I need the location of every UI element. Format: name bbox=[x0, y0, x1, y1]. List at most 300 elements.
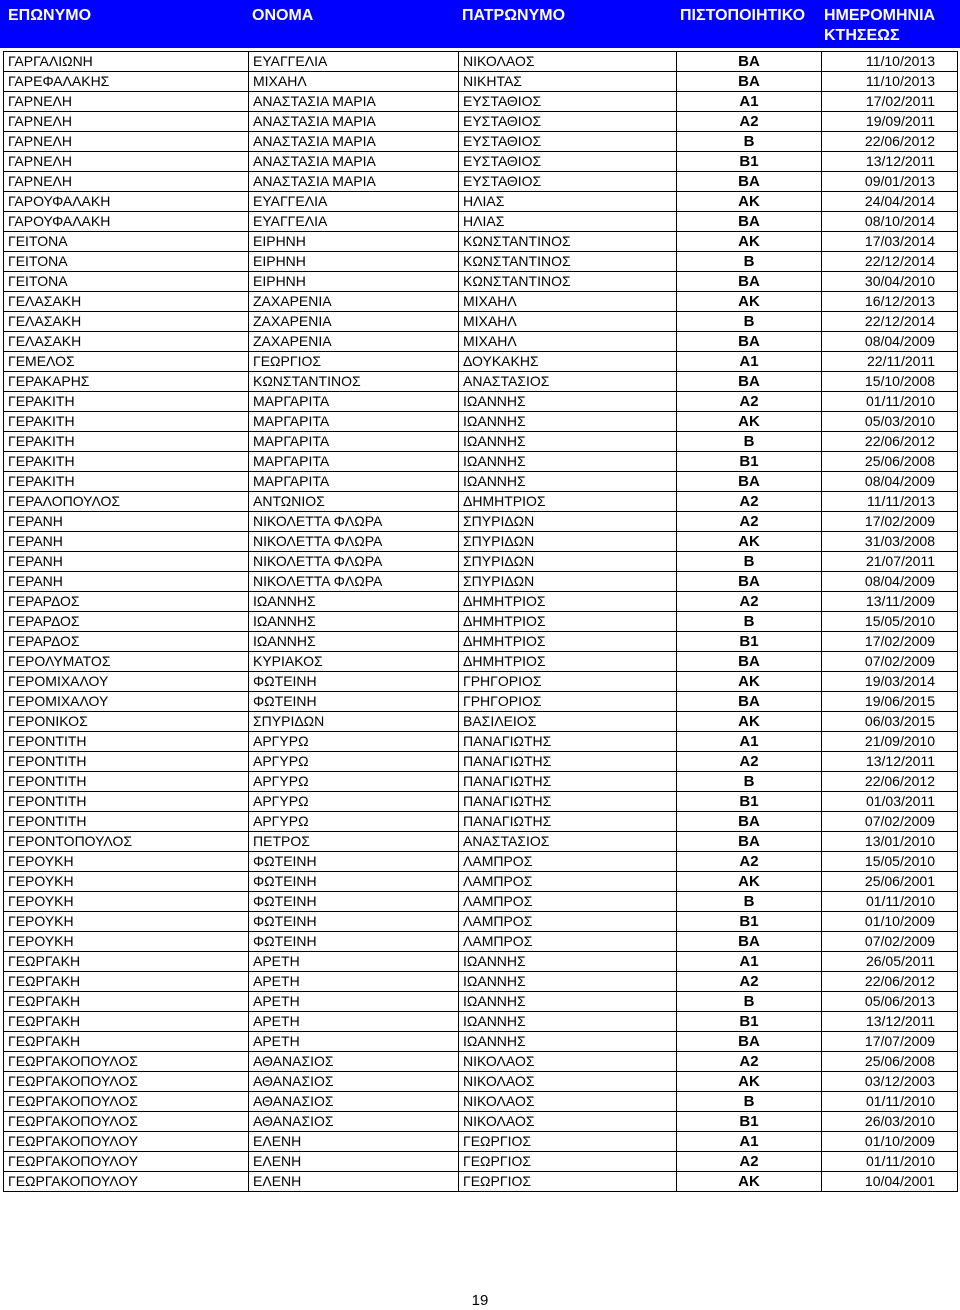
cell-acquisition-date: 25/06/2008 bbox=[822, 452, 958, 472]
cell-father-name: ΒΑΣΙΛΕΙΟΣ bbox=[459, 712, 677, 732]
cell-surname: ΓΕΡΟΝΤΙΤΗ bbox=[4, 792, 249, 812]
cell-father-name: ΜΙΧΑΗΛ bbox=[459, 292, 677, 312]
cell-acquisition-date: 08/04/2009 bbox=[822, 572, 958, 592]
cell-father-name: ΣΠΥΡΙΔΩΝ bbox=[459, 512, 677, 532]
cell-father-name: ΙΩΑΝΝΗΣ bbox=[459, 972, 677, 992]
table-row bbox=[4, 332, 958, 352]
cell-acquisition-date: 06/03/2015 bbox=[822, 712, 958, 732]
cell-acquisition-date: 07/02/2009 bbox=[822, 932, 958, 952]
cell-father-name: ΠΑΝΑΓΙΩΤΗΣ bbox=[459, 732, 677, 752]
cell-acquisition-date: 15/05/2010 bbox=[822, 612, 958, 632]
table-row bbox=[4, 232, 958, 252]
cell-surname: ΓΕΡΟΝΤΟΠΟΥΛΟΣ bbox=[4, 832, 249, 852]
table-row bbox=[4, 212, 958, 232]
table-row bbox=[4, 832, 958, 852]
cell-name: ΑΝΑΣΤΑΣΙΑ ΜΑΡΙΑ bbox=[249, 92, 459, 112]
cell-name: ΦΩΤΕΙΝΗ bbox=[249, 672, 459, 692]
cell-certificate: ΒΑ bbox=[677, 652, 822, 672]
cell-surname: ΓΕΙΤΟΝΑ bbox=[4, 272, 249, 292]
certificates-table bbox=[3, 51, 958, 1192]
table-row bbox=[4, 172, 958, 192]
cell-certificate: Α2 bbox=[677, 492, 822, 512]
cell-acquisition-date: 07/02/2009 bbox=[822, 812, 958, 832]
cell-surname: ΓΕΡΑΚΙΤΗ bbox=[4, 452, 249, 472]
cell-certificate: ΒΑ bbox=[677, 52, 822, 72]
cell-name: ΖΑΧΑΡΕΝΙΑ bbox=[249, 332, 459, 352]
cell-name: ΝΙΚΟΛΕΤΤΑ ΦΛΩΡΑ bbox=[249, 512, 459, 532]
table-row bbox=[4, 192, 958, 212]
cell-acquisition-date: 13/12/2011 bbox=[822, 1012, 958, 1032]
cell-acquisition-date: 22/12/2014 bbox=[822, 252, 958, 272]
cell-certificate: ΒΑ bbox=[677, 212, 822, 232]
cell-name: ΙΩΑΝΝΗΣ bbox=[249, 612, 459, 632]
cell-certificate: ΑΚ bbox=[677, 1172, 822, 1192]
table-row bbox=[4, 272, 958, 292]
header-acquisition-date: ΗΜΕΡΟΜΗΝΙΑ ΚΤΗΣΕΩΣ bbox=[824, 7, 936, 44]
cell-surname: ΓΕΩΡΓΑΚΟΠΟΥΛΟΣ bbox=[4, 1092, 249, 1112]
cell-surname: ΓΕΛΑΣΑΚΗ bbox=[4, 312, 249, 332]
table-row bbox=[4, 812, 958, 832]
cell-name: ΚΥΡΙΑΚΟΣ bbox=[249, 652, 459, 672]
cell-acquisition-date: 01/03/2011 bbox=[822, 792, 958, 812]
cell-certificate: ΑΚ bbox=[677, 672, 822, 692]
cell-name: ΑΘΑΝΑΣΙΟΣ bbox=[249, 1072, 459, 1092]
cell-name: ΕΛΕΝΗ bbox=[249, 1132, 459, 1152]
cell-father-name: ΛΑΜΠΡΟΣ bbox=[459, 912, 677, 932]
cell-acquisition-date: 22/06/2012 bbox=[822, 432, 958, 452]
cell-name: ΑΘΑΝΑΣΙΟΣ bbox=[249, 1092, 459, 1112]
cell-certificate: Β1 bbox=[677, 792, 822, 812]
cell-acquisition-date: 17/03/2014 bbox=[822, 232, 958, 252]
cell-surname: ΓΕΡΟΝΤΙΤΗ bbox=[4, 812, 249, 832]
cell-father-name: ΣΠΥΡΙΔΩΝ bbox=[459, 552, 677, 572]
cell-acquisition-date: 16/12/2013 bbox=[822, 292, 958, 312]
cell-surname: ΓΕΡΟΝΤΙΤΗ bbox=[4, 752, 249, 772]
table-row bbox=[4, 472, 958, 492]
cell-surname: ΓΕΩΡΓΑΚΟΠΟΥΛΟΣ bbox=[4, 1052, 249, 1072]
cell-certificate: Β1 bbox=[677, 912, 822, 932]
cell-surname: ΓΕΡΑΝΗ bbox=[4, 512, 249, 532]
cell-acquisition-date: 24/04/2014 bbox=[822, 192, 958, 212]
cell-certificate: ΑΚ bbox=[677, 1072, 822, 1092]
cell-surname: ΓΕΡΑΡΔΟΣ bbox=[4, 612, 249, 632]
table-row bbox=[4, 772, 958, 792]
cell-surname: ΓΕΡΑΚΙΤΗ bbox=[4, 432, 249, 452]
table-row bbox=[4, 352, 958, 372]
cell-surname: ΓΑΡΕΦΑΛΑΚΗΣ bbox=[4, 72, 249, 92]
cell-surname: ΓΕΩΡΓΑΚΗ bbox=[4, 972, 249, 992]
table-row bbox=[4, 1092, 958, 1112]
cell-name: ΖΑΧΑΡΕΝΙΑ bbox=[249, 292, 459, 312]
table-row bbox=[4, 372, 958, 392]
cell-surname: ΓΕΡΟΥΚΗ bbox=[4, 852, 249, 872]
cell-certificate: Α2 bbox=[677, 852, 822, 872]
table-row bbox=[4, 412, 958, 432]
cell-name: ΕΛΕΝΗ bbox=[249, 1172, 459, 1192]
table-row bbox=[4, 292, 958, 312]
cell-acquisition-date: 31/03/2008 bbox=[822, 532, 958, 552]
cell-name: ΜΑΡΓΑΡΙΤΑ bbox=[249, 412, 459, 432]
cell-name: ΜΑΡΓΑΡΙΤΑ bbox=[249, 392, 459, 412]
cell-name: ΦΩΤΕΙΝΗ bbox=[249, 852, 459, 872]
cell-father-name: ΕΥΣΤΑΘΙΟΣ bbox=[459, 92, 677, 112]
cell-acquisition-date: 21/07/2011 bbox=[822, 552, 958, 572]
cell-surname: ΓΕΡΟΝΤΙΤΗ bbox=[4, 772, 249, 792]
cell-father-name: ΣΠΥΡΙΔΩΝ bbox=[459, 572, 677, 592]
table-row bbox=[4, 672, 958, 692]
cell-acquisition-date: 17/02/2011 bbox=[822, 92, 958, 112]
cell-father-name: ΔΗΜΗΤΡΙΟΣ bbox=[459, 632, 677, 652]
cell-acquisition-date: 22/11/2011 bbox=[822, 352, 958, 372]
cell-father-name: ΑΝΑΣΤΑΣΙΟΣ bbox=[459, 832, 677, 852]
cell-surname: ΓΕΡΑΚΙΤΗ bbox=[4, 412, 249, 432]
cell-father-name: ΑΝΑΣΤΑΣΙΟΣ bbox=[459, 372, 677, 392]
cell-acquisition-date: 22/06/2012 bbox=[822, 972, 958, 992]
cell-name: ΑΝΑΣΤΑΣΙΑ ΜΑΡΙΑ bbox=[249, 112, 459, 132]
cell-name: ΑΡΕΤΗ bbox=[249, 952, 459, 972]
table-row bbox=[4, 752, 958, 772]
cell-name: ΙΩΑΝΝΗΣ bbox=[249, 592, 459, 612]
cell-acquisition-date: 11/10/2013 bbox=[822, 52, 958, 72]
cell-name: ΑΘΑΝΑΣΙΟΣ bbox=[249, 1052, 459, 1072]
cell-name: ΠΕΤΡΟΣ bbox=[249, 832, 459, 852]
cell-father-name: ΗΛΙΑΣ bbox=[459, 212, 677, 232]
table-row bbox=[4, 132, 958, 152]
cell-father-name: ΓΕΩΡΓΙΟΣ bbox=[459, 1172, 677, 1192]
cell-father-name: ΠΑΝΑΓΙΩΤΗΣ bbox=[459, 752, 677, 772]
cell-father-name: ΗΛΙΑΣ bbox=[459, 192, 677, 212]
cell-father-name: ΜΙΧΑΗΛ bbox=[459, 332, 677, 352]
table-row bbox=[4, 712, 958, 732]
table-row bbox=[4, 1152, 958, 1172]
table-row bbox=[4, 52, 958, 72]
cell-father-name: ΠΑΝΑΓΙΩΤΗΣ bbox=[459, 812, 677, 832]
cell-acquisition-date: 21/09/2010 bbox=[822, 732, 958, 752]
cell-surname: ΓΕΛΑΣΑΚΗ bbox=[4, 292, 249, 312]
cell-father-name: ΝΙΚΟΛΑΟΣ bbox=[459, 1092, 677, 1112]
cell-certificate: Β1 bbox=[677, 632, 822, 652]
cell-surname: ΓΕΡΑΡΔΟΣ bbox=[4, 632, 249, 652]
cell-certificate: ΒΑ bbox=[677, 832, 822, 852]
cell-surname: ΓΕΩΡΓΑΚΟΠΟΥΛΟΣ bbox=[4, 1112, 249, 1132]
cell-name: ΙΩΑΝΝΗΣ bbox=[249, 632, 459, 652]
cell-surname: ΓΕΩΡΓΑΚΟΠΟΥΛΟΥ bbox=[4, 1152, 249, 1172]
cell-certificate: ΒΑ bbox=[677, 272, 822, 292]
cell-surname: ΓΕΡΑΝΗ bbox=[4, 572, 249, 592]
cell-certificate: Α2 bbox=[677, 1052, 822, 1072]
cell-name: ΦΩΤΕΙΝΗ bbox=[249, 892, 459, 912]
cell-father-name: ΙΩΑΝΝΗΣ bbox=[459, 432, 677, 452]
cell-surname: ΓΑΡΟΥΦΑΛΑΚΗ bbox=[4, 192, 249, 212]
cell-acquisition-date: 01/11/2010 bbox=[822, 392, 958, 412]
cell-certificate: ΒΑ bbox=[677, 692, 822, 712]
cell-certificate: Α1 bbox=[677, 1132, 822, 1152]
cell-acquisition-date: 30/04/2010 bbox=[822, 272, 958, 292]
table-row bbox=[4, 732, 958, 752]
header-surname: ΕΠΩΝΥΜΟ bbox=[8, 7, 92, 24]
cell-certificate: Α2 bbox=[677, 512, 822, 532]
cell-certificate: ΑΚ bbox=[677, 712, 822, 732]
cell-certificate: Α2 bbox=[677, 752, 822, 772]
table-row bbox=[4, 1032, 958, 1052]
cell-certificate: Β1 bbox=[677, 1012, 822, 1032]
table-row bbox=[4, 1172, 958, 1192]
cell-acquisition-date: 17/02/2009 bbox=[822, 632, 958, 652]
cell-certificate: Α1 bbox=[677, 352, 822, 372]
cell-acquisition-date: 15/05/2010 bbox=[822, 852, 958, 872]
cell-acquisition-date: 17/07/2009 bbox=[822, 1032, 958, 1052]
cell-certificate: ΒΑ bbox=[677, 372, 822, 392]
cell-name: ΖΑΧΑΡΕΝΙΑ bbox=[249, 312, 459, 332]
cell-father-name: ΕΥΣΤΑΘΙΟΣ bbox=[459, 132, 677, 152]
table-row bbox=[4, 1132, 958, 1152]
cell-acquisition-date: 17/02/2009 bbox=[822, 512, 958, 532]
cell-father-name: ΔΗΜΗΤΡΙΟΣ bbox=[459, 612, 677, 632]
cell-acquisition-date: 25/06/2001 bbox=[822, 872, 958, 892]
cell-acquisition-date: 19/06/2015 bbox=[822, 692, 958, 712]
cell-certificate: Α2 bbox=[677, 1152, 822, 1172]
cell-name: ΑΡΓΥΡΩ bbox=[249, 812, 459, 832]
cell-name: ΕΥΑΓΓΕΛΙΑ bbox=[249, 192, 459, 212]
cell-father-name: ΔΗΜΗΤΡΙΟΣ bbox=[459, 592, 677, 612]
cell-acquisition-date: 11/11/2013 bbox=[822, 492, 958, 512]
cell-surname: ΓΕΩΡΓΑΚΗ bbox=[4, 952, 249, 972]
cell-father-name: ΕΥΣΤΑΘΙΟΣ bbox=[459, 172, 677, 192]
cell-father-name: ΛΑΜΠΡΟΣ bbox=[459, 852, 677, 872]
cell-surname: ΓΕΡΟΛΥΜΑΤΟΣ bbox=[4, 652, 249, 672]
cell-name: ΑΡΕΤΗ bbox=[249, 992, 459, 1012]
cell-father-name: ΝΙΚΟΛΑΟΣ bbox=[459, 1112, 677, 1132]
cell-surname: ΓΕΩΡΓΑΚΗ bbox=[4, 992, 249, 1012]
cell-surname: ΓΕΡΑΝΗ bbox=[4, 532, 249, 552]
table-row bbox=[4, 912, 958, 932]
cell-surname: ΓΕΡΟΥΚΗ bbox=[4, 932, 249, 952]
cell-name: ΜΑΡΓΑΡΙΤΑ bbox=[249, 472, 459, 492]
cell-surname: ΓΑΡΝΕΛΗ bbox=[4, 172, 249, 192]
table-row bbox=[4, 932, 958, 952]
table-row bbox=[4, 552, 958, 572]
cell-acquisition-date: 05/06/2013 bbox=[822, 992, 958, 1012]
cell-certificate: Α2 bbox=[677, 972, 822, 992]
cell-father-name: ΙΩΑΝΝΗΣ bbox=[459, 392, 677, 412]
cell-name: ΜΑΡΓΑΡΙΤΑ bbox=[249, 432, 459, 452]
table-row bbox=[4, 592, 958, 612]
cell-surname: ΓΑΡΝΕΛΗ bbox=[4, 152, 249, 172]
cell-father-name: ΛΑΜΠΡΟΣ bbox=[459, 892, 677, 912]
cell-certificate: Β bbox=[677, 612, 822, 632]
table-row bbox=[4, 512, 958, 532]
cell-father-name: ΓΡΗΓΟΡΙΟΣ bbox=[459, 692, 677, 712]
table-row bbox=[4, 872, 958, 892]
cell-certificate: ΑΚ bbox=[677, 192, 822, 212]
cell-acquisition-date: 22/12/2014 bbox=[822, 312, 958, 332]
cell-acquisition-date: 25/06/2008 bbox=[822, 1052, 958, 1072]
cell-name: ΜΑΡΓΑΡΙΤΑ bbox=[249, 452, 459, 472]
cell-surname: ΓΕΩΡΓΑΚΟΠΟΥΛΟΥ bbox=[4, 1172, 249, 1192]
cell-name: ΦΩΤΕΙΝΗ bbox=[249, 872, 459, 892]
table-row bbox=[4, 452, 958, 472]
cell-name: ΝΙΚΟΛΕΤΤΑ ΦΛΩΡΑ bbox=[249, 552, 459, 572]
table-row bbox=[4, 992, 958, 1012]
cell-acquisition-date: 08/10/2014 bbox=[822, 212, 958, 232]
cell-certificate: Α1 bbox=[677, 952, 822, 972]
cell-certificate: Β bbox=[677, 772, 822, 792]
cell-acquisition-date: 15/10/2008 bbox=[822, 372, 958, 392]
cell-surname: ΓΕΛΑΣΑΚΗ bbox=[4, 332, 249, 352]
table-row bbox=[4, 652, 958, 672]
cell-father-name: ΕΥΣΤΑΘΙΟΣ bbox=[459, 152, 677, 172]
cell-acquisition-date: 01/11/2010 bbox=[822, 1092, 958, 1112]
cell-father-name: ΔΗΜΗΤΡΙΟΣ bbox=[459, 652, 677, 672]
cell-father-name: ΚΩΝΣΤΑΝΤΙΝΟΣ bbox=[459, 252, 677, 272]
cell-acquisition-date: 10/04/2001 bbox=[822, 1172, 958, 1192]
table-row bbox=[4, 72, 958, 92]
cell-name: ΕΥΑΓΓΕΛΙΑ bbox=[249, 52, 459, 72]
table-row bbox=[4, 532, 958, 552]
cell-name: ΜΙΧΑΗΛ bbox=[249, 72, 459, 92]
cell-acquisition-date: 22/06/2012 bbox=[822, 132, 958, 152]
cell-father-name: ΔΟΥΚΑΚΗΣ bbox=[459, 352, 677, 372]
cell-name: ΦΩΤΕΙΝΗ bbox=[249, 912, 459, 932]
cell-certificate: Β1 bbox=[677, 152, 822, 172]
cell-certificate: Β1 bbox=[677, 452, 822, 472]
table-row bbox=[4, 432, 958, 452]
table-row bbox=[4, 1012, 958, 1032]
cell-certificate: Β bbox=[677, 552, 822, 572]
cell-name: ΓΕΩΡΓΙΟΣ bbox=[249, 352, 459, 372]
table-row bbox=[4, 1112, 958, 1132]
cell-surname: ΓΕΡΑΚΙΤΗ bbox=[4, 472, 249, 492]
cell-father-name: ΓΕΩΡΓΙΟΣ bbox=[459, 1152, 677, 1172]
table-row bbox=[4, 312, 958, 332]
cell-certificate: ΒΑ bbox=[677, 932, 822, 952]
cell-father-name: ΣΠΥΡΙΔΩΝ bbox=[459, 532, 677, 552]
cell-surname: ΓΕΡΑΛΟΠΟΥΛΟΣ bbox=[4, 492, 249, 512]
cell-father-name: ΕΥΣΤΑΘΙΟΣ bbox=[459, 112, 677, 132]
table-row bbox=[4, 852, 958, 872]
cell-acquisition-date: 13/12/2011 bbox=[822, 152, 958, 172]
cell-surname: ΓΕΙΤΟΝΑ bbox=[4, 252, 249, 272]
cell-certificate: ΑΚ bbox=[677, 872, 822, 892]
cell-name: ΕΥΑΓΓΕΛΙΑ bbox=[249, 212, 459, 232]
cell-acquisition-date: 05/03/2010 bbox=[822, 412, 958, 432]
cell-surname: ΓΑΡΝΕΛΗ bbox=[4, 92, 249, 112]
cell-name: ΕΙΡΗΝΗ bbox=[249, 252, 459, 272]
cell-name: ΦΩΤΕΙΝΗ bbox=[249, 692, 459, 712]
cell-acquisition-date: 01/11/2010 bbox=[822, 892, 958, 912]
cell-acquisition-date: 13/12/2011 bbox=[822, 752, 958, 772]
header-father-name: ΠΑΤΡΩΝΥΜΟ bbox=[462, 7, 566, 24]
cell-father-name: ΚΩΝΣΤΑΝΤΙΝΟΣ bbox=[459, 232, 677, 252]
cell-name: ΑΡΕΤΗ bbox=[249, 972, 459, 992]
table-row bbox=[4, 1072, 958, 1092]
cell-acquisition-date: 13/01/2010 bbox=[822, 832, 958, 852]
cell-name: ΝΙΚΟΛΕΤΤΑ ΦΛΩΡΑ bbox=[249, 532, 459, 552]
cell-father-name: ΛΑΜΠΡΟΣ bbox=[459, 872, 677, 892]
table-row bbox=[4, 972, 958, 992]
cell-name: ΑΡΓΥΡΩ bbox=[249, 732, 459, 752]
cell-certificate: ΑΚ bbox=[677, 412, 822, 432]
cell-father-name: ΛΑΜΠΡΟΣ bbox=[459, 932, 677, 952]
cell-certificate: Β bbox=[677, 992, 822, 1012]
cell-father-name: ΝΙΚΗΤΑΣ bbox=[459, 72, 677, 92]
cell-name: ΑΝΑΣΤΑΣΙΑ ΜΑΡΙΑ bbox=[249, 152, 459, 172]
cell-father-name: ΝΙΚΟΛΑΟΣ bbox=[459, 1052, 677, 1072]
table-row bbox=[4, 92, 958, 112]
cell-father-name: ΙΩΑΝΝΗΣ bbox=[459, 1012, 677, 1032]
cell-name: ΑΡΓΥΡΩ bbox=[249, 752, 459, 772]
cell-acquisition-date: 26/05/2011 bbox=[822, 952, 958, 972]
cell-name: ΚΩΝΣΤΑΝΤΙΝΟΣ bbox=[249, 372, 459, 392]
cell-name: ΕΙΡΗΝΗ bbox=[249, 272, 459, 292]
cell-surname: ΓΕΜΕΛΟΣ bbox=[4, 352, 249, 372]
cell-surname: ΓΕΡΟΝΙΚΟΣ bbox=[4, 712, 249, 732]
cell-father-name: ΚΩΝΣΤΑΝΤΙΝΟΣ bbox=[459, 272, 677, 292]
cell-acquisition-date: 01/10/2009 bbox=[822, 912, 958, 932]
cell-surname: ΓΕΡΑΡΔΟΣ bbox=[4, 592, 249, 612]
cell-father-name: ΠΑΝΑΓΙΩΤΗΣ bbox=[459, 792, 677, 812]
cell-name: ΑΡΓΥΡΩ bbox=[249, 772, 459, 792]
table-row bbox=[4, 892, 958, 912]
cell-acquisition-date: 01/11/2010 bbox=[822, 1152, 958, 1172]
table-row bbox=[4, 152, 958, 172]
cell-surname: ΓΕΡΟΝΤΙΤΗ bbox=[4, 732, 249, 752]
cell-certificate: Α2 bbox=[677, 592, 822, 612]
cell-acquisition-date: 22/06/2012 bbox=[822, 772, 958, 792]
cell-surname: ΓΕΡΟΜΙΧΑΛΟΥ bbox=[4, 692, 249, 712]
table-row bbox=[4, 492, 958, 512]
table-row bbox=[4, 792, 958, 812]
cell-father-name: ΓΕΩΡΓΙΟΣ bbox=[459, 1132, 677, 1152]
cell-surname: ΓΕΡΑΚΙΤΗ bbox=[4, 392, 249, 412]
cell-certificate: Β bbox=[677, 312, 822, 332]
table-header-bar bbox=[0, 0, 960, 48]
table-row bbox=[4, 252, 958, 272]
cell-name: ΕΛΕΝΗ bbox=[249, 1152, 459, 1172]
cell-certificate: ΒΑ bbox=[677, 1032, 822, 1052]
cell-name: ΕΙΡΗΝΗ bbox=[249, 232, 459, 252]
cell-name: ΑΝΑΣΤΑΣΙΑ ΜΑΡΙΑ bbox=[249, 132, 459, 152]
header-certificate: ΠΙΣΤΟΠΟΙΗΤΙΚΟ bbox=[680, 7, 806, 24]
cell-name: ΑΡΕΤΗ bbox=[249, 1012, 459, 1032]
cell-acquisition-date: 09/01/2013 bbox=[822, 172, 958, 192]
cell-surname: ΓΕΡΑΚΑΡΗΣ bbox=[4, 372, 249, 392]
cell-name: ΑΝΑΣΤΑΣΙΑ ΜΑΡΙΑ bbox=[249, 172, 459, 192]
cell-name: ΝΙΚΟΛΕΤΤΑ ΦΛΩΡΑ bbox=[249, 572, 459, 592]
cell-name: ΑΡΕΤΗ bbox=[249, 1032, 459, 1052]
cell-father-name: ΙΩΑΝΝΗΣ bbox=[459, 952, 677, 972]
cell-certificate: ΒΑ bbox=[677, 172, 822, 192]
cell-acquisition-date: 08/04/2009 bbox=[822, 472, 958, 492]
cell-certificate: Α2 bbox=[677, 392, 822, 412]
cell-certificate: Β bbox=[677, 252, 822, 272]
table-row bbox=[4, 692, 958, 712]
cell-father-name: ΔΗΜΗΤΡΙΟΣ bbox=[459, 492, 677, 512]
header-name: ΟΝΟΜΑ bbox=[252, 7, 314, 24]
cell-father-name: ΙΩΑΝΝΗΣ bbox=[459, 472, 677, 492]
cell-acquisition-date: 07/02/2009 bbox=[822, 652, 958, 672]
cell-father-name: ΙΩΑΝΝΗΣ bbox=[459, 412, 677, 432]
cell-acquisition-date: 19/03/2014 bbox=[822, 672, 958, 692]
cell-surname: ΓΑΡΓΑΛΙΩΝΗ bbox=[4, 52, 249, 72]
table-body bbox=[4, 52, 958, 1192]
cell-acquisition-date: 19/09/2011 bbox=[822, 112, 958, 132]
cell-certificate: Β1 bbox=[677, 1112, 822, 1132]
cell-father-name: ΙΩΑΝΝΗΣ bbox=[459, 1032, 677, 1052]
cell-certificate: ΑΚ bbox=[677, 292, 822, 312]
table-row bbox=[4, 632, 958, 652]
cell-father-name: ΓΡΗΓΟΡΙΟΣ bbox=[459, 672, 677, 692]
